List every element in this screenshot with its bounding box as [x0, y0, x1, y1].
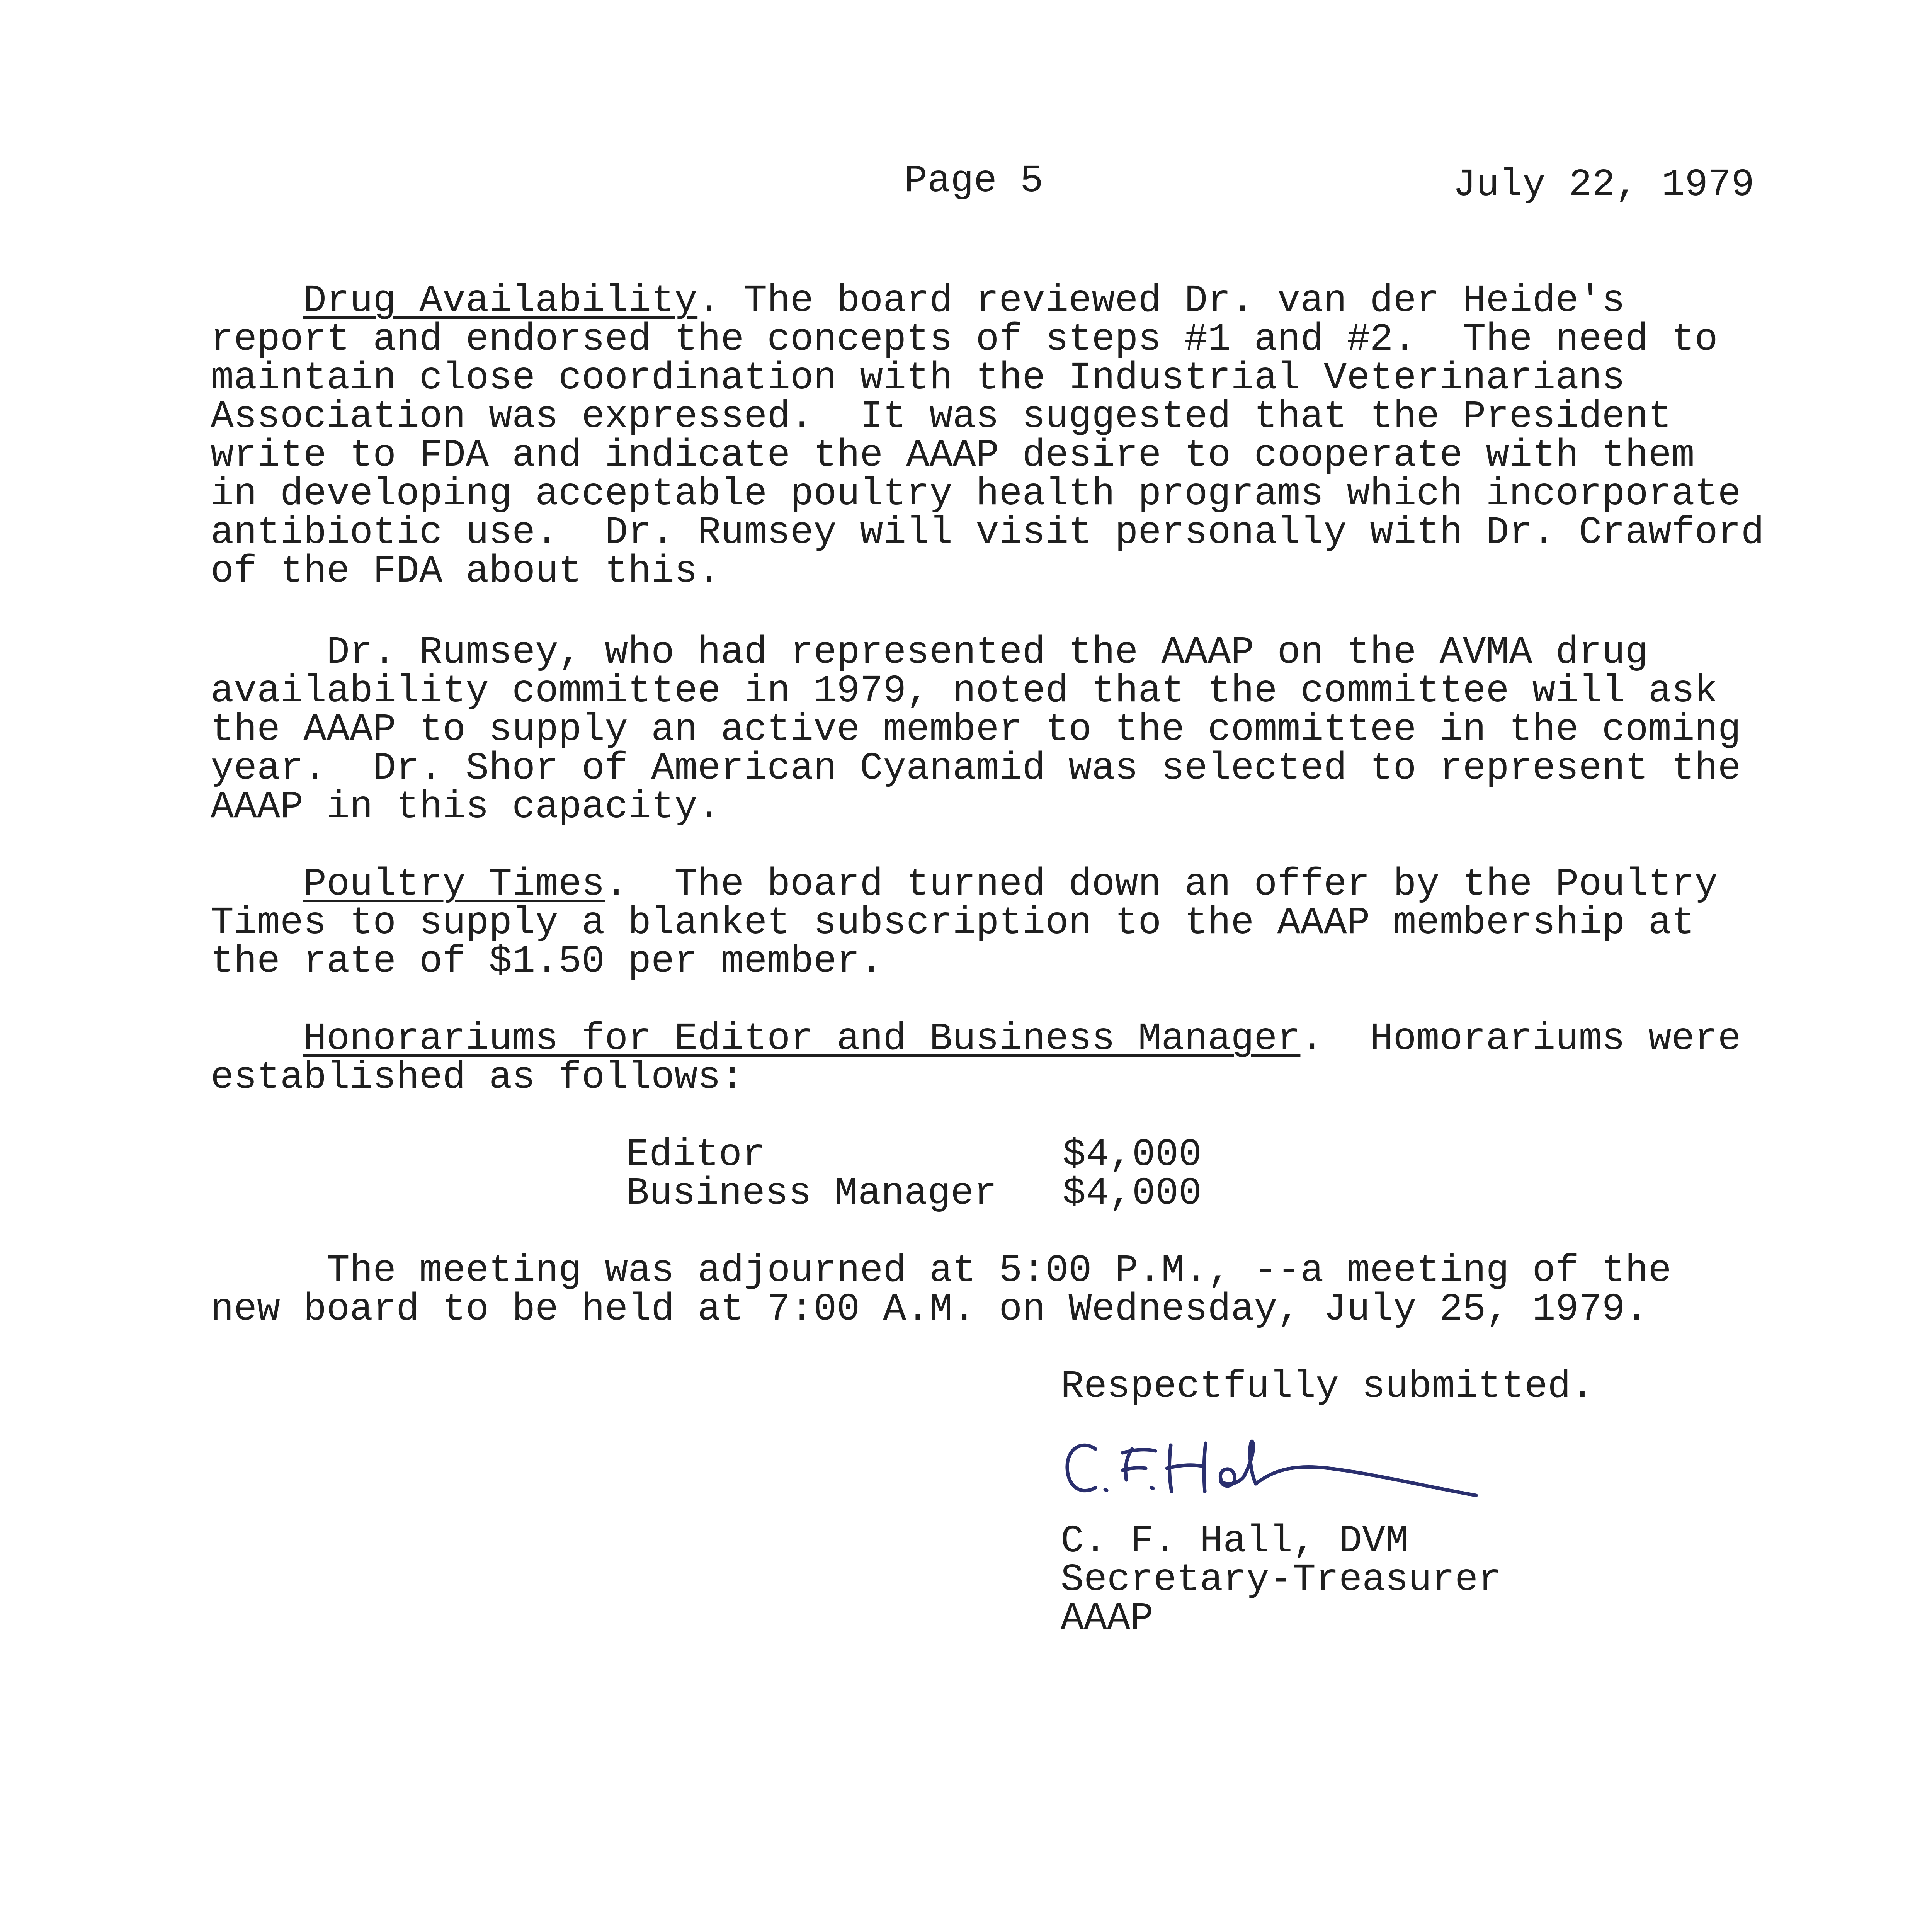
adjournment-line: new board to be held at 7:00 A.M. on Wednesday, July 25, 1979. — [211, 1288, 1648, 1332]
honorariums-first-line — [303, 1017, 1741, 1061]
closing-salutation: Respectfully submitted. — [1061, 1365, 1594, 1409]
drug-availability-line: in developing acceptable poultry health programs which incorporate — [211, 473, 1741, 516]
rumsey-paragraph-line: the AAAP to supply an active member to the committee in the coming — [211, 708, 1741, 752]
rumsey-paragraph-line: availability committee in 1979, noted that the committee will ask — [211, 670, 1718, 713]
drug-availability-line: of the FDA about this. — [211, 550, 721, 594]
honorariums-line: established as follows: — [211, 1056, 744, 1100]
poultry-times-line: Times to supply a blanket subscription to the AAAP membership at — [211, 901, 1695, 945]
honorarium-role: Business Manager — [626, 1172, 997, 1216]
rumsey-paragraph-line: year. Dr. Shor of American Cyanamid was selected to represent the — [211, 747, 1741, 791]
drug-availability-line: write to FDA and indicate the AAAP desire to cooperate with them — [211, 434, 1695, 478]
signer-organization: AAAP — [1061, 1597, 1154, 1641]
drug-availability-line: antibiotic use. Dr. Rumsey will visit personally with Dr. Crawford — [211, 511, 1764, 555]
drug-availability-line1-text: . The board reviewed Dr. van der Heide's — [697, 279, 1625, 323]
drug-availability-first-line — [303, 279, 1625, 323]
drug-availability-heading: Drug Availability — [303, 279, 698, 323]
signer-name: C. F. Hall, DVM — [1061, 1520, 1409, 1563]
poultry-times-line1-text: . The board turned down an offer by the Poultry — [605, 863, 1718, 906]
honorariums-line1-text: . Homorariums were — [1300, 1017, 1741, 1061]
page-date: July 22, 1979 — [1453, 163, 1755, 207]
signature — [1059, 1422, 1515, 1515]
honorarium-amount: $4,000 — [1063, 1133, 1202, 1177]
honorariums-heading: Honorariums for Editor and Business Manager — [303, 1017, 1301, 1061]
drug-availability-line: report and endorsed the concepts of steps #1 and #2. The need to — [211, 318, 1718, 362]
page-number: Page 5 — [904, 160, 1044, 203]
signer-title: Secretary-Treasurer — [1061, 1558, 1502, 1602]
drug-availability-line: maintain close coordination with the Industrial Veterinarians — [211, 357, 1625, 400]
adjournment-line: The meeting was adjourned at 5:00 P.M., --a meeting of the — [211, 1249, 1672, 1293]
rumsey-paragraph-line: Dr. Rumsey, who had represented the AAAP on the AVMA drug — [211, 631, 1648, 675]
drug-availability-line: Association was expressed. It was suggested that the President — [211, 395, 1672, 439]
poultry-times-heading: Poultry Times — [303, 863, 605, 906]
poultry-times-first-line — [303, 863, 1718, 906]
honorarium-amount: $4,000 — [1063, 1172, 1202, 1216]
honorarium-role: Editor — [626, 1133, 765, 1177]
poultry-times-line: the rate of $1.50 per member. — [211, 940, 883, 984]
rumsey-paragraph-line: AAAP in this capacity. — [211, 786, 721, 829]
